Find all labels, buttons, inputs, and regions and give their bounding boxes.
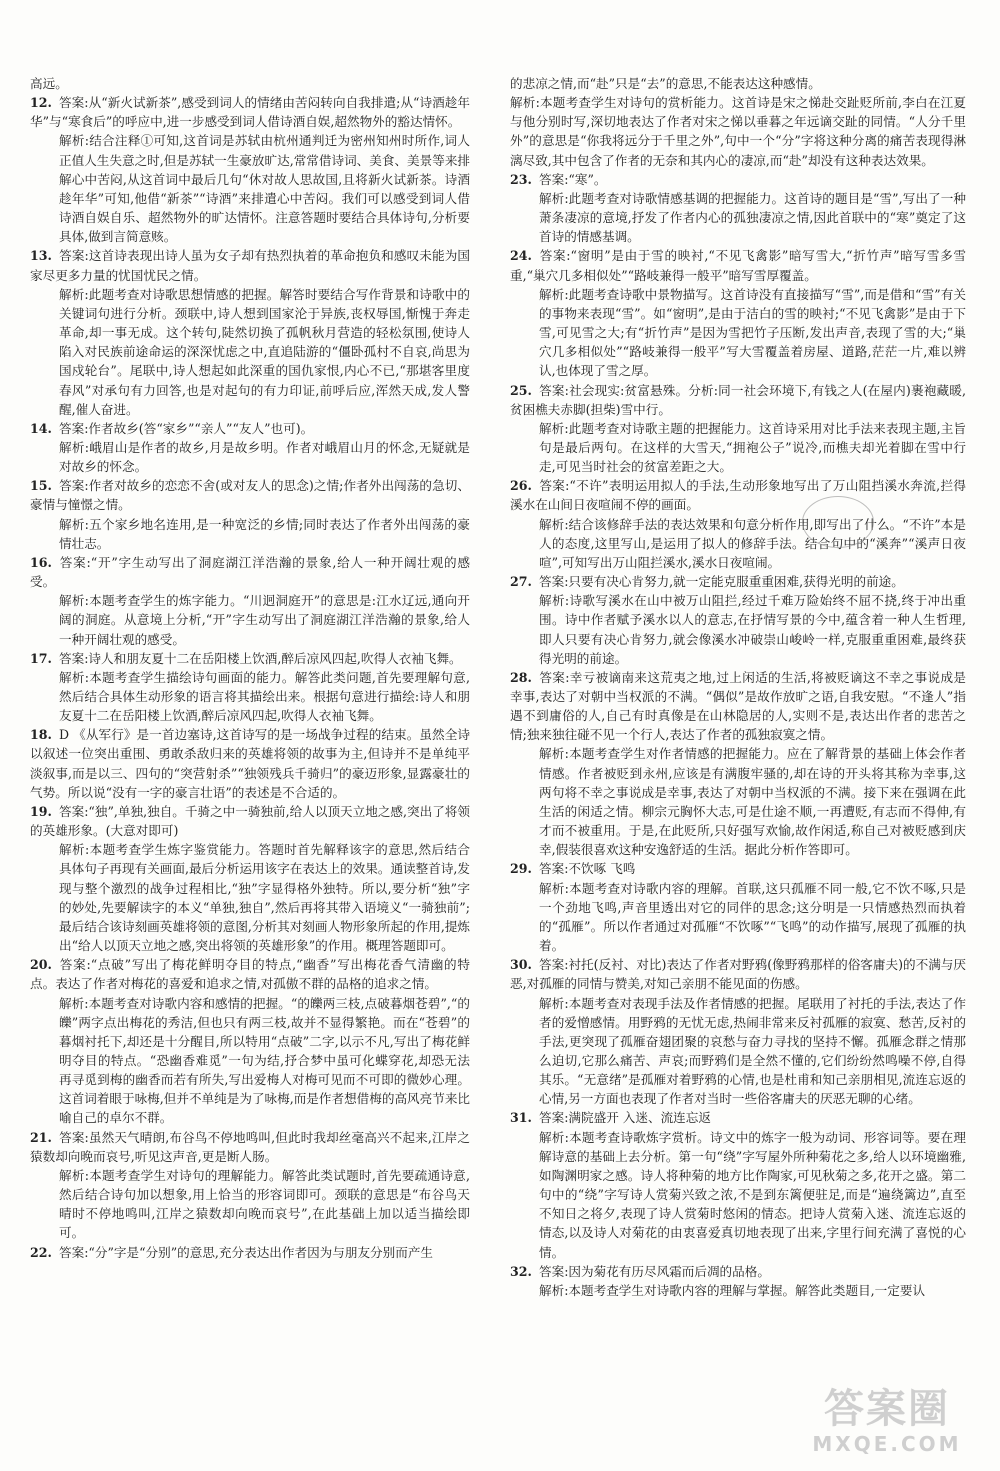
answer-text: 答案:社会现实:贫富悬殊。分析:同一社会环境下,有钱之人(在屋内)裹袍藏暖,贫困樵夫赤脚(担柴)雪中行。 — [510, 382, 966, 417]
question-number: 31. — [510, 1110, 532, 1126]
answer-first-line — [30, 553, 470, 591]
answer-first-line — [30, 1128, 470, 1166]
answer-text: 答案:衬托(反衬、对比)表达了作者对野鸦(像野鸦那样的俗客庸夫)的不满与厌恶,对孤雁的同情与赞美,对知己亲朋不能见面的伤感。 — [510, 957, 966, 992]
answer-text: 答案:“开”字生动写出了洞庭湖江洋浩瀚的景象,给人一种开阔壮观的感受。 — [30, 554, 470, 590]
answer-text: 答案:这首诗表现出诗人虽为女子却有热烈执着的革命抱负和感叹未能为国家尽更多力量的忧国忧民之情。 — [30, 248, 470, 283]
question-number: 12. — [30, 95, 52, 111]
answer-text: 答案:“寒”。 — [539, 171, 607, 187]
answer-item — [510, 859, 966, 955]
answer-item — [510, 246, 966, 380]
left-lead-text: 高远。 — [30, 76, 68, 91]
analysis-text: 解析:本题考查学生描绘诗句画面的能力。解答此类问题,首先要理解句意,然后结合具体生动形象的语言将其描绘出来。根据句意进行描绘:诗人和朋友夏十二在岳阳楼上饮酒,醉后凉风四起,吹得人衣袖飞舞。 — [59, 669, 470, 724]
answer-first-line — [510, 381, 966, 419]
analysis-text: 解析:五个家乡地名连用,是一种宽泛的乡情;同时表达了作者外出闯荡的豪情壮志。 — [59, 516, 470, 551]
left-column — [30, 74, 470, 1262]
question-number: 24. — [510, 248, 532, 264]
answer-item — [30, 476, 470, 553]
analysis-text: 解析:本题考查对表现手法及作者情感的把握。尾联用了衬托的手法,表达了作者的爱憎感情。用野鸦的无忧无虑,热闹非常来反衬孤雁的寂寞、愁苦,反衬的手法,更突现了孤雁奋翅团聚的哀愁与奋力寻找的坚持不懈。孤雁念群之情那么迫切,它那么痛苦、声哀;而野鸦们是全然不懂的,它们纷纷然鸣噪不停,自得其乐。“无意绪”是孤雁对着野鸦的心情,也是杜甫和知己亲朋相见,流连忘返的心情,另一方面也表现了作者对当时一些俗客庸夫的厌恶无聊的心绪。 — [539, 995, 966, 1107]
answer-first-line — [30, 93, 470, 131]
answer-item — [30, 1243, 470, 1262]
answer-text: 答案:“窗明”是由于雪的映衬,“不见飞禽影”暗写雪大,“折竹声”暗写雪多雪重,“巢穴几多相似处”“路岐兼得一般平”暗写雪厚覆盖。 — [510, 248, 966, 283]
answer-item — [510, 381, 966, 477]
answer-item — [30, 649, 470, 726]
answer-first-line — [510, 572, 966, 591]
answer-first-line — [30, 802, 470, 840]
analysis-text: 解析:本题考查诗歌炼字赏析。诗文中的炼字一般为动词、形容词等。要在理解诗意的基础上去分析。第一句“绕”字写屋外所种菊花之多,给人以环境幽雅,如陶渊明家之感。诗人将种菊的地方比作陶家,可见秋菊之多,花开之盛。第二句中的“绕”字写诗人赏菊兴致之浓,不是到东篱便驻足,而是“遍绕篱边”,直至不知日之将夕,表现了诗人赏菊时悠闲的情态。把诗人赏菊入迷、流连忘返的情态,以及诗人对菊花的由衷喜爱真切地表现了出来,字里行间充满了喜悦的心情。 — [539, 1129, 966, 1260]
watermark-logo: 答案圈 — [824, 1386, 950, 1432]
analysis-text: 解析:本题考查对诗歌内容和感情的把握。“的皪两三枝,点破暮烟苍碧”,“的皪”两字点出梅花的秀洁,但也只有两三枝,故并不显得繁艳。而在“苍碧”的暮烟衬托下,却还是十分醒目,所以特用“点破”二字,以示不凡,写出了梅花鲜明夺目的特点。“恐幽香难觅”一句为结,抒合梦中虽可化蝶穿花,却恐无法再寻觅到梅的幽香而若有所失,写出爱梅人对梅可见而不可即的微妙心理。这首词着眼于咏梅,但并不单纯是为了咏梅,而是作者想借梅的高风亮节来比喻自己的卓尔不群。 — [59, 995, 471, 1126]
analysis-text: 解析:本题考查学生炼字鉴赏能力。答题时首先解释该字的意思,然后结合具体句子再现有关画面,最后分析运用该字在表达上的效果。通读整首诗,发现与整个激烈的战争过程相比,“独”字显得格外独特。所以,要分析“独”字的妙处,先要解读字的本义“单独,独自”,然后再将其带入语境义“一骑独前”;最后结合该诗刻画英雄将领的意图,分析其对刻画人物形象所起的作用,提炼出“给人以顶天立地之感,突出将领的英雄形象”的作用。概理答题即可。 — [59, 842, 471, 954]
answer-first-line — [30, 476, 470, 514]
analysis-text: 解析:此题考查诗歌中景物描写。这首诗没有直接描写“雪”,而是借和“雪”有关的事物来表现“雪”。如“窗明”,是由于洁白的雪的映衬;“不见飞禽影”是由于下雪,可见雪之大;有“折竹声”是因为雪把竹子压断,发出声音,表现了雪的大;“巢穴几多相似处”“路岐兼得一般平”写大雪覆盖着房屋、道路,茫茫一片,难以辨认,也体现了雪之厚。 — [539, 286, 966, 379]
analysis-text: 解析:本题考查学生的炼字能力。“川迥洞庭开”的意思是:江水辽远,通向开阔的洞庭。从意境上分析,“开”字生动写出了洞庭湖江洋浩瀚的景象,给人一种开阔壮观的感受。 — [59, 593, 470, 647]
question-number: 18. — [30, 727, 52, 743]
answer-item — [30, 246, 470, 418]
question-number: 17. — [30, 650, 52, 666]
analysis-text: 解析:峨眉山是作者的故乡,月是故乡明。作者对峨眉山月的怀念,无疑就是对故乡的怀念。 — [59, 439, 470, 475]
answer-first-line — [30, 955, 470, 993]
question-number: 20. — [30, 957, 52, 973]
answer-item — [30, 553, 470, 649]
analysis-text: 解析:结合该修辞手法的表达效果和句意分析作用,即写出了什么。“不许”本是人的态度,这里写山,是运用了拟人的修辞手法。结合句中的“溪奔”“溪声日夜喧”,可知写出万山阻拦溪水,溪水日夜喧闹。 — [539, 516, 966, 570]
question-number: 30. — [510, 957, 532, 973]
answer-item — [510, 1108, 966, 1261]
answer-first-line — [510, 1108, 966, 1127]
answer-first-line — [510, 1262, 966, 1281]
answer-text: 答案:“分”字是“分别”的意思,充分表达出作者因为与朋友分别而产生 — [59, 1244, 434, 1260]
analysis-text: 解析:本题考查学生对诗歌内容的理解与掌握。解答此类题目,一定要认 — [539, 1282, 926, 1298]
question-number: 27. — [510, 574, 532, 590]
analysis-text: 解析:结合注释①可知,这首词是苏轼由杭州通判迁为密州知州时所作,词人正值人生失意之时,但是苏轼一生豪放旷达,常常借诗词、美食、美景等来排解心中苦闷,从这首词中最后几句“休对故人思故国,且将新火试新茶。诗酒趁年华”可知,他借“新茶”“诗酒”来排遣心中苦闷。我们可以感受到词人借诗酒自娱自乐、超然物外的旷达情怀。注意答题时要结合具体诗句,分析要具体,做到言简意赅。 — [59, 133, 471, 245]
question-number: 21. — [30, 1129, 52, 1145]
answer-first-line — [510, 955, 966, 993]
answer-item — [510, 668, 966, 860]
answer-text: 答案:作者对故乡的恋恋不舍(或对友人的思念)之情;作者外出闯荡的急切、豪情与憧憬之情。 — [30, 478, 470, 513]
right-lead-text: 的悲凉之情,而“赴”只是“去”的意思,不能表达这种感情。 — [510, 76, 821, 91]
answer-item — [30, 802, 470, 955]
answer-text: 答案:“点破”写出了梅花鲜明夺目的特点,“幽香”写出梅花香气清幽的特点。表达了作者对梅花的喜爱和追求之情,对孤傲不群的品格的追求之情。 — [30, 957, 470, 992]
answer-first-line — [510, 246, 966, 284]
site-watermark — [792, 1385, 982, 1461]
question-number: 19. — [30, 803, 52, 819]
answer-text: 答案:不饮啄 飞鸣 — [539, 861, 636, 877]
answer-item — [510, 572, 966, 668]
answer-first-line — [510, 170, 966, 189]
answer-text: 答案:从“新火试新茶”,感受到词人的情绪由苦闷转向自我排遣;从“诗酒趁年华”与“寒食后”的呼应中,进一步感受到词人借诗酒自娱,超然物外的豁达情怀。 — [30, 95, 470, 130]
answer-item — [510, 170, 966, 247]
answer-text: 答案:只要有决心肯努力,就一定能克服重重困难,获得光明的前途。 — [539, 574, 904, 590]
answer-text: D 《从军行》是一首边塞诗,这首诗写的是一场战争过程的结束。虽然全诗以叙述一位突出重围、勇敢杀敌归来的英雄将领的故事为主,但诗并不是单纯平淡叙事,而是以三、四句的“突营射杀”“独领残兵千骑归”的豪迈形象,显露豪壮的气势。所以说“没有一字的豪言壮语”的表述是不合适的。 — [30, 727, 470, 800]
question-number: 15. — [30, 478, 52, 494]
analysis-text: 解析:此题考查对诗歌主题的把握能力。这首诗采用对比手法来表现主题,主旨句是最后两句。在这样的大雪天,“拥袍公子”说冷,而樵夫却光着脚在雪中行走,可见当时社会的贫富差距之大。 — [539, 420, 966, 475]
answer-item — [30, 725, 470, 802]
answer-text: 答案:满院盛开 入迷、流连忘返 — [539, 1110, 711, 1126]
analysis-text: 解析:本题考查学生对作者情感的把握能力。应在了解背景的基础上体会作者情感。作者被贬到永州,应该是有满腹牢骚的,却在诗的开头将其称为幸事,这两句将不幸之事说成是幸事,表达了对朝中当权派的不满。接下来在强调在此生活的闲适之情。柳宗元胸怀大志,可是仕途不顺,一再遭贬,有志而不得伸,有才而不被重用。于是,在此贬所,只好强写欢愉,故作闲适,称自己对被贬感到庆幸,假装很喜欢这种安逸舒适的生活。据此分析作答即可。 — [539, 746, 966, 858]
question-number: 23. — [510, 171, 532, 187]
question-number: 13. — [30, 248, 52, 264]
answer-first-line — [30, 649, 470, 668]
answer-first-line — [30, 419, 470, 438]
answer-text: 答案:“不许”表明运用拟人的手法,生动形象地写出了万山阻挡溪水奔流,拦得溪水在山间日夜喧闹不停的画面。 — [510, 478, 966, 513]
answer-item — [30, 955, 470, 1127]
answer-item — [510, 1262, 966, 1300]
question-number: 16. — [30, 554, 52, 570]
question-number: 32. — [510, 1263, 532, 1279]
answer-text: 答案:“独”,单独,独自。千骑之中一骑独前,给人以顶天立地之感,突出了将领的英雄形象。(大意对即可) — [30, 803, 470, 839]
question-number: 25. — [510, 382, 532, 398]
question-number: 29. — [510, 861, 532, 877]
question-number: 26. — [510, 478, 532, 494]
analysis-text: 解析:诗歌写溪水在山中被万山阻拦,经过千难万险始终不屈不挠,终于冲出重围。诗中作者赋予溪水以人的意志,在抒情写景的今中,蕴含着一种人生哲理,即人只要有决心肯努力,就会像溪水冲破崇山峻岭一样,克服重重困难,最终获得光明的前途。 — [539, 593, 966, 666]
answer-text: 答案:幸亏被谪南来这荒夷之地,过上闲适的生活,将被贬谪这不幸之事说成是幸事,表达了对朝中当权派的不满。“偶似”是故作放旷之语,自我安慰。“不逢人”指遇不到庸俗的人,自己有时真像是在山林隐居的人,实则不是,表达出作者的悲苦之情;独来独往碰不见一个行人,表达了作者的孤独寂寞之情。 — [510, 669, 966, 743]
answer-text: 答案:作者故乡(答“家乡”“亲人”“友人”也可)。 — [59, 420, 314, 436]
answer-text: 答案:虽然天气晴朗,布谷鸟不停地鸣叫,但此时我却丝毫高兴不起来,江岸之猿数却向晚而哀号,听见这声音,更是断人肠。 — [30, 1129, 470, 1164]
analysis-text: 解析:本题考查对诗歌内容的理解。首联,这只孤雁不同一般,它不饮不啄,只是一个劲地飞鸣,声音里透出对它的同伴的思念;这分明是一只情感热烈而执着的“孤雁”。所以作者通过对孤雁“不饮啄”“飞鸣”的动作描写,展现了孤雁的执着。 — [539, 880, 966, 954]
answer-first-line — [510, 476, 966, 514]
analysis-text: 解析:此题考查对诗歌思想情感的把握。解答时要结合写作背景和诗歌中的关键词句进行分析。颈联中,诗人想到国家沦于异族,丧权辱国,惭愧于奔走革命,却一事无成。这个转句,陡然切换了孤帆秋月营造的轻松氛围,使诗人陷入对民族前途命运的深深忧虑之中,直追陆游的“僵卧孤村不自哀,尚思为国戍轮台”。尾联中,诗人想起如此深重的国仇家恨,内心不已,“那堪客里度春风”对承句有力回答,也是对起句的有力印证,前呼后应,浑然天成,发人警醒,催人奋进。 — [59, 286, 470, 417]
answer-text: 答案:因为菊花有历尽风霜而后凋的品格。 — [539, 1263, 770, 1279]
answer-first-line — [30, 725, 470, 802]
analysis-text: 解析:本题考查学生对诗句的理解能力。解答此类试题时,首先要疏通诗意,然后结合诗句加以想象,用上恰当的形容词即可。颈联的意思是“布谷鸟天晴时不停地鸣叫,江岸之猿数却向晚而哀号”,在此基础上加以适当描绘即可。 — [59, 1167, 470, 1241]
answer-first-line — [30, 1243, 470, 1262]
analysis-text: 解析:此题考查对诗歌情感基调的把握能力。这首诗的题目是“雪”,写出了一种萧条凄凉的意境,抒发了作者内心的孤独凄凉之情,因此首联中的“寒”奠定了这首诗的情感基调。 — [539, 190, 966, 245]
answer-item — [510, 476, 966, 572]
question-number: 14. — [30, 420, 52, 436]
answer-first-line — [30, 246, 470, 284]
answer-text: 答案:诗人和朋友夏十二在岳阳楼上饮酒,醉后凉风四起,吹得人衣袖飞舞。 — [59, 650, 462, 666]
answer-item — [30, 419, 470, 476]
lead-paragraph: 解析:本题考查学生对诗句的赏析能力。这首诗是宋之悌赴交趾贬所前,李白在江夏与他分别时写,深切地表达了作者对宋之悌以垂暮之年远谪交趾的同情。“人分千里外”的意思是“你我将远分于千里之外”,句中一个“分”字将这种分离的痛苦表现得淋漓尽致,其中包含了作者的无奈和其内心的凄凉,而“赴”却没有这种表达效果。 — [510, 95, 966, 168]
answer-item — [30, 1128, 470, 1243]
answer-first-line — [510, 859, 966, 878]
answer-first-line — [510, 668, 966, 745]
answer-item — [30, 93, 470, 246]
watermark-url: MXQE.COM — [812, 1432, 962, 1456]
seal-stamp — [802, 496, 874, 548]
answer-item — [510, 955, 966, 1108]
question-number: 28. — [510, 669, 532, 685]
right-column — [510, 74, 966, 1300]
question-number: 22. — [30, 1244, 52, 1260]
